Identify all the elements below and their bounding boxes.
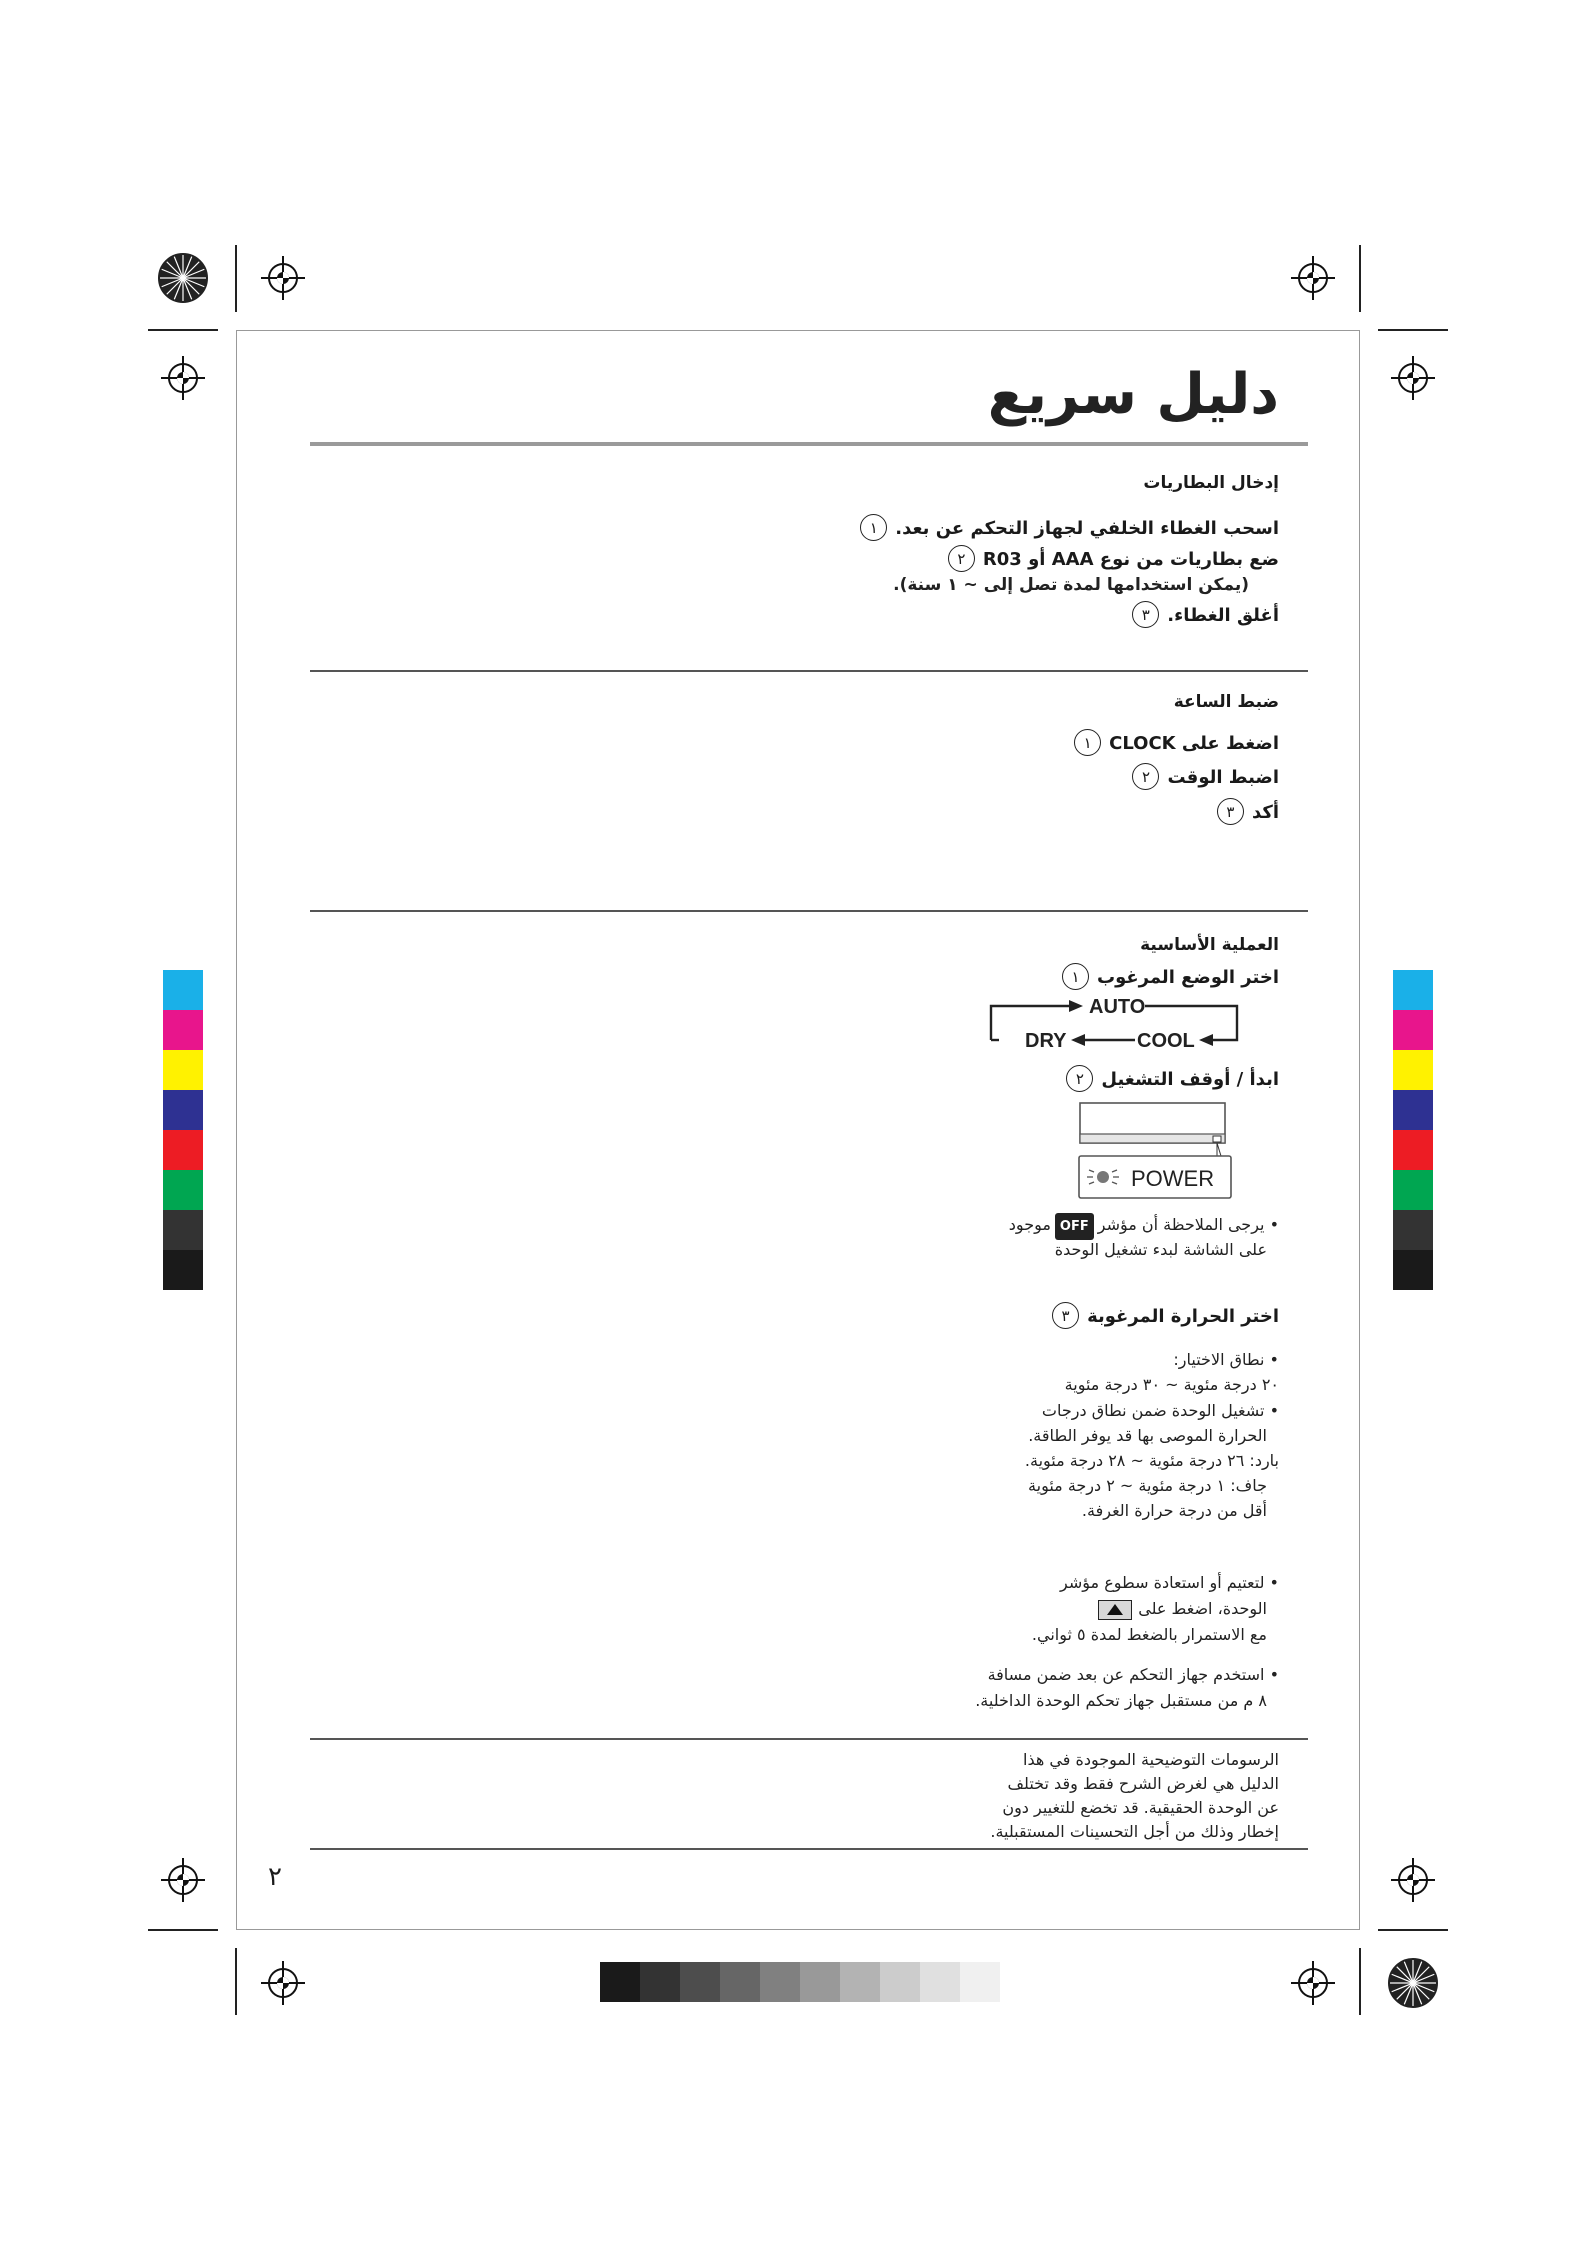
step-number: ٢ <box>1132 763 1159 790</box>
color-swatch <box>163 1010 203 1050</box>
gray-swatch <box>880 1962 920 2002</box>
temp-line: بارد: ٢٦ درجة مئوية ~ ٢٨ درجة مئوية. <box>1024 1451 1279 1470</box>
basic-step-3 <box>1052 1302 1279 1332</box>
temp-line: • تشغيل الوحدة ضمن نطاق درجات <box>1041 1401 1279 1420</box>
mode-cool-label: COOL <box>1137 1030 1195 1052</box>
color-swatch <box>163 1250 203 1290</box>
step-number: ٢ <box>948 545 975 572</box>
gray-swatch <box>640 1962 680 2002</box>
step-text: أغلق الغطاء. <box>1167 605 1279 626</box>
section-divider <box>310 670 1308 672</box>
color-swatch <box>1393 1170 1433 1210</box>
color-swatch <box>1393 1010 1433 1050</box>
step-number: ٢ <box>1066 1065 1093 1092</box>
step-number: ١ <box>1062 963 1089 990</box>
step-number: ١ <box>860 514 887 541</box>
indoor-unit-illustration <box>1075 1098 1235 1206</box>
step-text: أكد <box>1251 802 1279 823</box>
dim-line-3: مع الاستمرار بالضغط لمدة ٥ ثواني. <box>1031 1625 1267 1644</box>
step-text: اختر الحرارة المرغوبة <box>1087 1306 1279 1327</box>
range-line: • استخدم جهاز التحكم عن بعد ضمن مسافة <box>987 1665 1279 1684</box>
color-swatch <box>1393 1130 1433 1170</box>
gray-swatch <box>720 1962 760 2002</box>
step-number: ٣ <box>1217 798 1244 825</box>
clock-step-2 <box>1132 763 1279 793</box>
power-note-text: موجود <box>1008 1215 1051 1234</box>
temp-line: أقل من درجة حرارة الغرفة. <box>1081 1501 1267 1520</box>
color-swatch <box>1393 1250 1433 1290</box>
off-indicator-badge: OFF <box>1055 1213 1094 1240</box>
temp-line: جاف: ١ درجة مئوية ~ ٢ درجة مئوية <box>1028 1476 1267 1495</box>
gray-swatch <box>600 1962 640 2002</box>
step-number: ٣ <box>1052 1302 1079 1329</box>
temp-line: ٢٠ درجة مئوية ~ ٣٠ درجة مئوية <box>1064 1375 1279 1394</box>
mode-dry-label: DRY <box>1025 1030 1067 1052</box>
note-line: الدليل هي لغرض الشرح فقط وقد تختلف <box>1007 1774 1279 1793</box>
note-line: الرسومات التوضيحية الموجودة في هذا <box>1023 1750 1279 1769</box>
battery-step-2 <box>948 545 1279 575</box>
step-number: ١ <box>1074 729 1101 756</box>
clock-step-1 <box>1074 729 1279 759</box>
color-swatch <box>163 1210 203 1250</box>
clock-step-3 <box>1217 798 1279 828</box>
batteries-heading: إدخال البطاريات <box>1143 473 1279 493</box>
note-line: إخطار وذلك من أجل التحسينات المستقبلية. <box>990 1822 1279 1841</box>
step-text: اضغط على CLOCK <box>1109 733 1279 754</box>
basic-step-2 <box>1066 1065 1279 1095</box>
step-number: ٣ <box>1132 601 1159 628</box>
gray-swatch <box>680 1962 720 2002</box>
gray-swatch <box>760 1962 800 2002</box>
basic-operation-heading: العملية الأساسية <box>1140 935 1279 955</box>
color-swatch <box>1393 970 1433 1010</box>
color-swatch <box>163 1130 203 1170</box>
dim-line-2 <box>1092 1596 1267 1621</box>
note-line: عن الوحدة الحقيقية. قد تخضع للتغيير دون <box>1002 1798 1279 1817</box>
page-number: ٢ <box>268 1862 282 1892</box>
step-text: ابدأ / أوقف التشغيل <box>1101 1069 1279 1090</box>
basic-step-1 <box>1062 963 1279 993</box>
gray-swatch <box>960 1962 1000 2002</box>
note-top-divider <box>310 1738 1308 1740</box>
gray-swatch <box>920 1962 960 2002</box>
step-text: اسحب الغطاء الخلفي لجهاز التحكم عن بعد. <box>895 518 1279 539</box>
mode-cycle-diagram <box>985 990 1245 1060</box>
mode-auto-label: AUTO <box>1089 996 1146 1018</box>
battery-step-3 <box>1132 601 1279 631</box>
gray-swatch <box>800 1962 840 2002</box>
range-line: ٨ م من مستقبل جهاز تحكم الوحدة الداخلية. <box>975 1691 1267 1710</box>
color-swatch <box>1393 1210 1433 1250</box>
note-bottom-divider <box>310 1848 1308 1850</box>
color-swatch <box>163 1050 203 1090</box>
clock-heading: ضبط الساعة <box>1173 692 1279 712</box>
color-swatch <box>1393 1090 1433 1130</box>
up-arrow-button-icon <box>1098 1600 1132 1620</box>
color-swatch <box>163 1170 203 1210</box>
gray-swatch <box>840 1962 880 2002</box>
step-text: ضع بطاريات من نوع AAA أو R03 <box>982 549 1279 570</box>
section-divider <box>310 910 1308 912</box>
battery-life-note: (يمكن استخدامها لمدة تصل إلى ~ ١ سنة). <box>893 575 1249 595</box>
battery-step-1 <box>860 514 1279 544</box>
temp-line: • نطاق الاختيار: <box>1173 1350 1279 1369</box>
power-note-line-2: على الشاشة لبدء تشغيل الوحدة <box>1054 1240 1267 1259</box>
temp-line: الحرارة الموصى بها قد يوفر الطاقة. <box>1028 1426 1267 1445</box>
color-swatch <box>1393 1050 1433 1090</box>
title-divider <box>310 442 1308 446</box>
step-text: اضبط الوقت <box>1167 767 1279 788</box>
dim-line-text: الوحدة، اضغط على <box>1138 1599 1267 1618</box>
step-text: اختر الوضع المرغوب <box>1097 967 1279 988</box>
color-swatch <box>163 1090 203 1130</box>
power-indicator-label: POWER <box>1131 1166 1215 1191</box>
dim-line-1: • لتعتيم أو استعادة سطوع مؤشر <box>1060 1573 1279 1592</box>
power-note-text: • يرجى الملاحظة أن مؤشر <box>1097 1215 1279 1234</box>
power-note-line-1 <box>1009 1212 1279 1240</box>
color-swatch <box>163 970 203 1010</box>
page-title: دليل سريع <box>987 362 1279 427</box>
